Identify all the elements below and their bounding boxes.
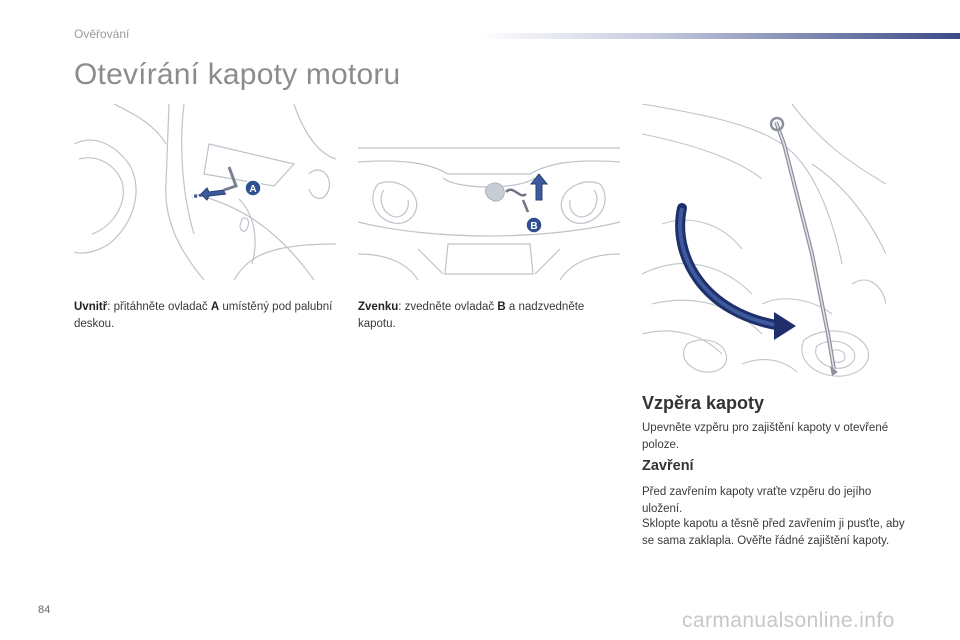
exterior-hood-release-illustration: [358, 104, 620, 280]
prop-text: Upevněte vzpěru pro zajištění kapoty v otevřené poloze.: [642, 422, 889, 451]
header-gradient-bar: [478, 33, 960, 39]
interior-hood-release-illustration: [74, 104, 336, 280]
watermark: carmanualsonline.info: [682, 609, 895, 632]
caption-inside: [74, 299, 334, 333]
caption-inside-label: Uvnitř: [74, 301, 108, 313]
caption-outside-text-before: : zvedněte ovladač: [398, 301, 498, 313]
page-number: 84: [38, 604, 51, 616]
hood-prop-rod-illustration: [642, 104, 886, 380]
caption-inside-text-after: umístěný pod palubní deskou.: [74, 301, 333, 330]
closing-text-2: Sklopte kapotu a těsně před zavřením ji pusťte, aby se sama zaklapla. Ověřte řádné zajištění kapoty.: [642, 518, 905, 547]
caption-inside-marker: A: [210, 301, 220, 313]
closing-heading: Zavření: [642, 458, 694, 474]
caption-outside-marker: B: [497, 301, 506, 313]
closing-text-1: Před zavřením kapoty vraťte vzpěru do jejího uložení.: [642, 486, 872, 515]
caption-outside-label: Zvenku: [358, 301, 399, 313]
prop-heading: Vzpěra kapoty: [642, 393, 765, 413]
section-label: Ověřování: [74, 27, 130, 41]
marker-a-label: A: [249, 184, 257, 195]
caption-outside-text-after: a nadzvedněte kapotu.: [358, 301, 585, 330]
caption-outside: [358, 299, 618, 333]
caption-inside-text-before: : přitáhněte ovladač: [107, 301, 211, 313]
marker-b-label: B: [530, 221, 538, 232]
page-title: Otevírání kapoty motoru: [74, 58, 401, 91]
